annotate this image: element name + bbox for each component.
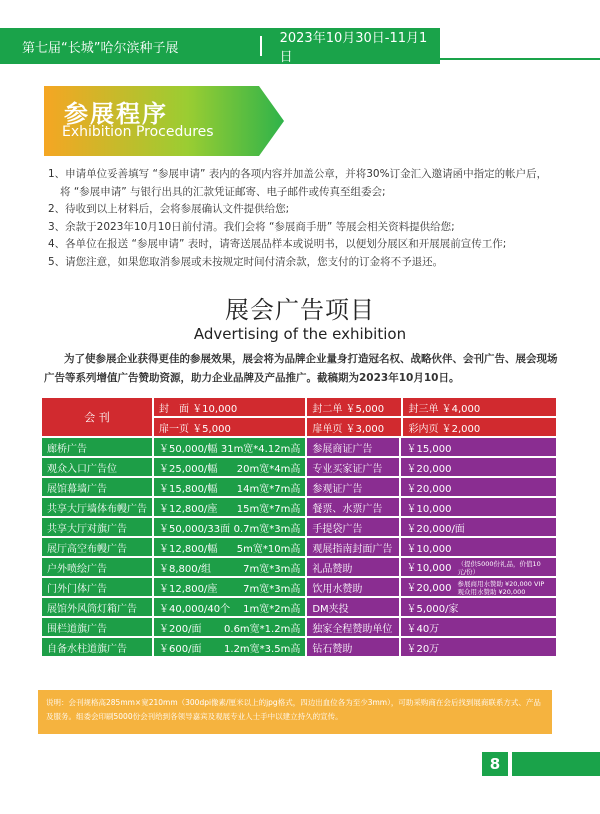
procedure-item: 将 “参展申请” 与银行出具的汇款凭证邮寄、电子邮件或传真至组委会;	[60, 185, 386, 198]
procedures-banner	[44, 86, 284, 156]
ad-item-name: 观众入口广告位	[42, 458, 152, 476]
periodical-price: ￥4,000	[441, 403, 481, 415]
header-divider	[260, 36, 262, 56]
sponsor-price: ￥10,000	[406, 562, 452, 574]
sponsor-item-name: 独家全程赞助单位	[307, 618, 399, 636]
procedure-item: 2、待收到以上材料后，会将参展确认文件提供给您;	[48, 203, 290, 215]
sponsor-item-name: 钻石赞助	[307, 638, 399, 656]
ad-item-name: 共享大厅对旗广告	[42, 518, 152, 536]
ad-price: ￥50,000/幅	[159, 443, 218, 455]
table-row	[42, 438, 556, 456]
advertising-table	[40, 396, 558, 658]
sponsor-item-name: 观展指南封面广告	[307, 538, 399, 556]
procedure-item: 3、余款于2023年10月10日前付清。我们会将 “参展商手册” 等展会相关资料提供给您;	[48, 220, 455, 233]
ad-price-size	[154, 618, 305, 636]
ad-price-size	[154, 578, 305, 596]
procedure-item: 1、申请单位妥善填写 “参展申请” 表内的各项内容并加盖公章，并将30%订金汇入邀请函中指定的帐户后，	[48, 168, 548, 180]
ad-price: ￥50,000/33面	[159, 523, 231, 535]
advertising-title: 展会广告项目	[225, 296, 375, 324]
ad-item-name: 共享大厅墙体布幔广告	[42, 498, 152, 516]
procedures-title: 参展程序	[64, 100, 168, 128]
note-box: 说明：会刊规格高285mm×宽210mm（300dpi像素/厘米以上的jpg格式，四边出血位各为至少3mm），可助采购商在会后找到展商联系方式、产品及服务。组委会印刷5000份会刊给到各领导嘉宾及观展专业人士手中以建立持久的宣传。	[38, 690, 552, 734]
periodical-name: 扉一页	[159, 423, 189, 435]
table-row	[42, 478, 556, 496]
table-row	[42, 618, 556, 636]
periodical-label: 会 刊	[42, 398, 152, 436]
ad-price: ￥12,800/幅	[159, 543, 218, 555]
ad-size: 20m宽*4m高	[236, 463, 301, 475]
periodical-price: ￥2,000	[441, 423, 481, 435]
sponsor-price: ￥20,000/面	[406, 523, 465, 535]
sponsor-price-cell	[401, 458, 556, 476]
ad-price: ￥15,800/幅	[159, 483, 218, 495]
advertising-intro: 为了使参展企业获得更佳的参展效果，展会将为品牌企业量身打造冠名权、战略伙伴、会刊广告、展会现场广告等系列增值广告赞助资源，助力企业品牌及产品推广。截稿期为2023年10月10日。	[44, 353, 558, 384]
sponsor-item-name: 专业买家证广告	[307, 458, 399, 476]
ad-price-size	[154, 438, 305, 456]
ad-price-size	[154, 638, 305, 656]
sponsor-item-name: DM夹投	[307, 598, 399, 616]
sponsor-price-cell	[401, 438, 556, 456]
ad-item-name: 自备水柱道旗广告	[42, 638, 152, 656]
ad-price: ￥8,800/组	[159, 563, 211, 575]
sponsor-price-cell	[401, 538, 556, 556]
ad-price: ￥40,000/40个	[159, 603, 231, 615]
periodical-name: 封三单	[408, 403, 439, 415]
sponsor-item-name: 饮用水赞助	[307, 578, 399, 596]
periodical-cell	[154, 418, 305, 436]
ad-price-size	[154, 498, 305, 516]
ad-price-size	[154, 598, 305, 616]
ad-item-name: 展馆外风筒灯箱广告	[42, 598, 152, 616]
periodical-cell	[154, 398, 305, 416]
ad-price-size	[154, 558, 305, 576]
ad-price: ￥12,800/座	[159, 583, 218, 595]
ad-size: 1.2m宽*3.5m高	[224, 643, 301, 655]
table-row	[42, 558, 556, 576]
sponsor-price: ￥15,000	[406, 443, 452, 455]
sponsor-note: 参展商用水赞助 ¥20,000 VIP观众用水赞助 ¥20,000	[457, 579, 545, 596]
sponsor-price-cell	[401, 618, 556, 636]
procedure-item: 5、请您注意，如果您取消参展或未按规定时间付清余款，您支付的订金将不予退还。	[48, 255, 444, 268]
ad-price: ￥25,000/幅	[159, 463, 218, 475]
ad-price-size	[154, 518, 305, 536]
exhibition-name: 第七届“长城”哈尔滨种子展	[22, 40, 179, 56]
periodical-price: ￥10,000	[192, 403, 238, 415]
table-row	[42, 398, 556, 416]
periodical-price: ￥5,000	[345, 403, 385, 415]
ad-price: ￥200/面	[159, 623, 202, 635]
advertising-subtitle: Advertising of the exhibition	[193, 325, 407, 343]
sponsor-price-cell	[401, 578, 556, 596]
ad-item-name: 展厅高空布幔广告	[42, 538, 152, 556]
procedures-list	[48, 166, 568, 271]
ad-price-size	[154, 478, 305, 496]
sponsor-item-name: 手提袋广告	[307, 518, 399, 536]
sponsor-item-name: 参观证广告	[307, 478, 399, 496]
sponsor-price-cell	[401, 558, 556, 576]
table-row	[42, 538, 556, 556]
sponsor-price-cell	[401, 478, 556, 496]
periodical-name: 扉单页	[312, 423, 343, 435]
periodical-name: 彩内页	[408, 423, 439, 435]
periodical-name: 封二单	[312, 403, 343, 415]
sponsor-price-cell	[401, 638, 556, 656]
table-row	[42, 598, 556, 616]
sponsor-price: ￥10,000	[406, 503, 452, 515]
procedures-subtitle: Exhibition Procedures	[62, 124, 214, 140]
ad-item-name: 展馆幕墙广告	[42, 478, 152, 496]
sponsor-price: ￥10,000	[406, 543, 452, 555]
periodical-cell	[403, 398, 556, 416]
periodical-cell	[403, 418, 556, 436]
ad-item-name: 廊桥广告	[42, 438, 152, 456]
periodical-name: 封 面	[159, 403, 189, 415]
page-number-bar	[512, 752, 600, 776]
header-bar	[0, 28, 440, 64]
sponsor-item-name: 餐票、水票广告	[307, 498, 399, 516]
sponsor-price-cell	[401, 498, 556, 516]
periodical-price: ￥5,000	[192, 423, 231, 435]
ad-size: 7m宽*3m高	[243, 583, 301, 595]
ad-size: 0.7m宽*3m高	[233, 523, 301, 535]
sponsor-price: ￥40万	[406, 623, 440, 635]
ad-price-size	[154, 538, 305, 556]
ad-size: 14m宽*7m高	[236, 483, 301, 495]
ad-size: 0.6m宽*1.2m高	[224, 623, 301, 635]
ad-item-name: 围栏道旗广告	[42, 618, 152, 636]
ad-size: 7m宽*3m高	[243, 563, 301, 575]
ad-size: 5m宽*10m高	[236, 543, 301, 555]
sponsor-note: （提供5000份礼品，价值10元/份）	[457, 559, 541, 576]
ad-price-size	[154, 458, 305, 476]
table-row	[42, 578, 556, 596]
sponsor-item-name: 参展商证广告	[307, 438, 399, 456]
sponsor-price: ￥20,000	[406, 483, 452, 495]
ad-item-name: 门外门体广告	[42, 578, 152, 596]
periodical-price: ￥3,000	[345, 423, 385, 435]
procedure-item: 4、各单位在报送 “参展申请” 表时，请寄送展品样本或说明书，以便划分展区和开展展前宣传工作;	[48, 238, 507, 250]
ad-size: 31m宽*4.12m高	[220, 443, 301, 455]
ad-price: ￥12,800/座	[159, 503, 218, 515]
periodical-cell	[307, 398, 401, 416]
periodical-cell	[307, 418, 401, 436]
sponsor-price: ￥20,000	[406, 582, 452, 594]
ad-item-name: 户外喷绘广告	[42, 558, 152, 576]
table-row	[42, 458, 556, 476]
advertising-heading	[0, 290, 600, 343]
table-row	[42, 498, 556, 516]
table-row	[42, 518, 556, 536]
sponsor-price-cell	[401, 518, 556, 536]
table-row	[42, 638, 556, 656]
page-number: 8	[482, 752, 508, 776]
exhibition-dates: 2023年10月30日-11月1日	[279, 31, 428, 65]
sponsor-price-cell	[401, 598, 556, 616]
sponsor-price: ￥5,000/家	[406, 603, 459, 615]
ad-price: ￥600/面	[159, 643, 202, 655]
ad-size: 15m宽*7m高	[236, 503, 301, 515]
ad-size: 1m宽*2m高	[243, 603, 301, 615]
header-rule	[440, 58, 600, 60]
sponsor-item-name: 礼品赞助	[307, 558, 399, 576]
sponsor-price: ￥20万	[406, 643, 440, 655]
sponsor-price: ￥20,000	[406, 463, 452, 475]
